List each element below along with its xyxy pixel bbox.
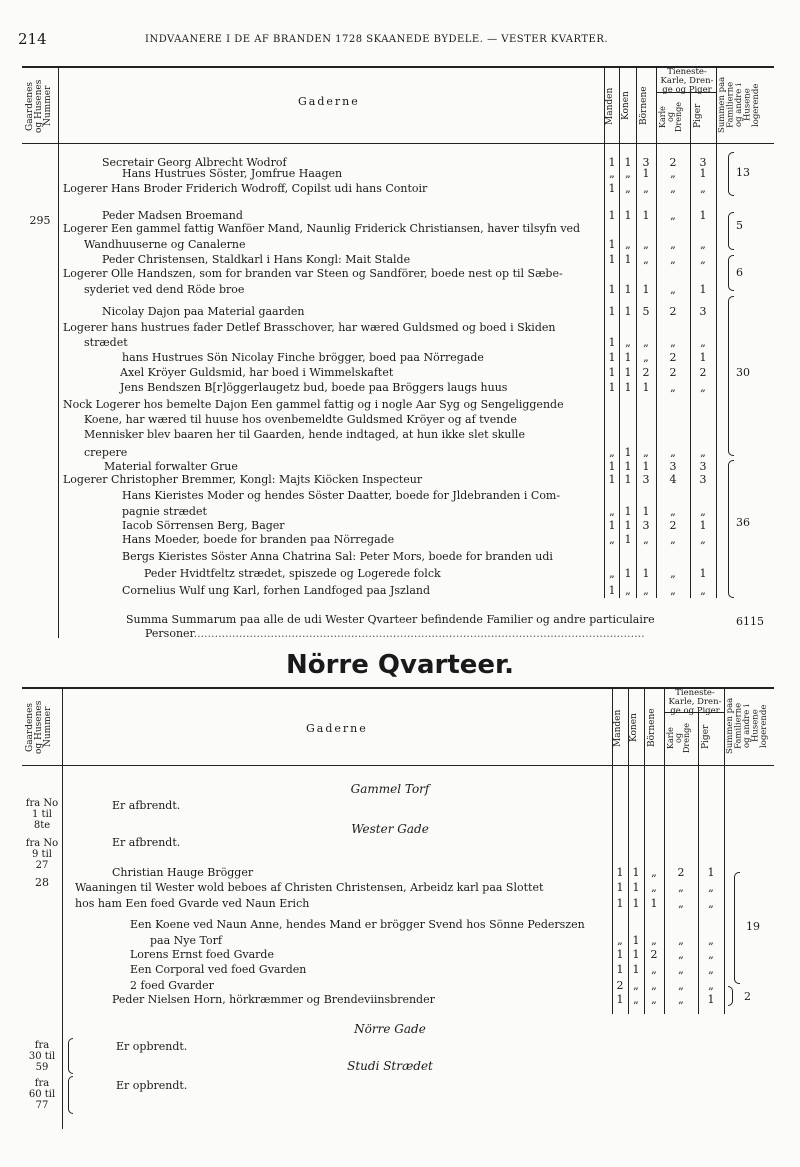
entry-text: syderiet ved dend Röde broe: [84, 283, 245, 296]
count-man: 1: [608, 182, 616, 195]
count-karle: „: [678, 979, 684, 992]
count-children: 5: [642, 305, 650, 318]
entry-text: Logerer Olle Handszen, som for branden var Steen og Sandförer, boede nest op til Sæbe-: [63, 267, 563, 280]
count-piger: 1: [707, 993, 715, 1006]
count-piger: 1: [699, 351, 707, 364]
count-man: 1: [616, 866, 624, 879]
count-man: 1: [616, 948, 624, 961]
count-wife: 1: [624, 505, 632, 518]
count-piger: „: [708, 963, 714, 976]
count-karle: 2: [669, 156, 677, 169]
count-children: „: [643, 238, 649, 251]
col-karle: Karle og Drenge: [658, 102, 683, 132]
count-man: 1: [608, 238, 616, 251]
family-total: 36: [736, 516, 750, 529]
entry-text: Peder Madsen Broemand: [102, 209, 243, 222]
street-heading: Gammel Torf: [350, 782, 430, 796]
count-children: „: [651, 866, 657, 879]
count-man: 1: [608, 156, 616, 169]
entry-text: Christian Hauge Brögger: [112, 866, 254, 879]
running-title: INDVAANERE I DE AF BRANDEN 1728 SKAANEDE BYDELE. — VESTER KVARTER.: [145, 34, 609, 45]
count-piger: 1: [699, 283, 707, 296]
count-karle: „: [670, 182, 676, 195]
count-wife: „: [625, 584, 631, 597]
count-karle: „: [678, 963, 684, 976]
entry-text: Koene, har wæred til huuse hos ovenbemeldte Guldsmed Kröyer og af tvende: [84, 413, 517, 426]
count-karle: 4: [669, 473, 677, 486]
col-house-number: Gaardenes og Husenes Nummer: [25, 79, 53, 133]
count-piger: „: [700, 584, 706, 597]
count-man: „: [609, 446, 615, 459]
count-children: 1: [642, 505, 650, 518]
family-total: 2: [744, 990, 751, 1003]
count-wife: 1: [632, 897, 640, 910]
col-man: Manden: [605, 87, 615, 125]
entry-text: Nock Logerer hos bemelte Dajon Een gammel fattig og i nogle Aar Syg og Sengeliggende: [63, 398, 564, 411]
count-karle: 2: [669, 351, 677, 364]
count-karle: „: [670, 167, 676, 180]
count-children: „: [651, 934, 657, 947]
house-range: fra 30 til 59: [28, 1040, 56, 1073]
entry-text: Material forwalter Grue: [104, 460, 238, 473]
range-note: Er afbrendt.: [112, 836, 181, 849]
count-children: „: [651, 881, 657, 894]
count-man: „: [609, 167, 615, 180]
entry-text: strædet: [84, 336, 128, 349]
family-total: 6: [736, 266, 743, 279]
count-wife: 1: [624, 366, 632, 379]
house-range: fra No 1 til 8te: [25, 798, 59, 831]
count-wife: 1: [624, 567, 632, 580]
count-piger: 1: [699, 209, 707, 222]
count-wife: 1: [632, 881, 640, 894]
count-karle: „: [670, 238, 676, 251]
col-streets: Gaderne: [298, 95, 360, 108]
entry-text: Cornelius Wulf ung Karl, forhen Landfoged paa Jszland: [122, 584, 431, 597]
count-piger: 3: [699, 156, 707, 169]
street-heading: Wester Gade: [351, 822, 429, 836]
count-karle: 3: [669, 460, 677, 473]
entry-text: Mennisker blev baaren her til Gaarden, hende indtaged, at hun ikke slet skulle: [84, 428, 525, 441]
count-children: 1: [650, 897, 658, 910]
count-karle: „: [678, 934, 684, 947]
summa-total: 6115: [736, 615, 764, 628]
count-piger: 1: [699, 167, 707, 180]
entry-text: pagnie strædet: [122, 505, 207, 518]
count-wife: „: [633, 979, 639, 992]
count-children: „: [651, 979, 657, 992]
count-karle: 2: [669, 305, 677, 318]
street-heading: Studi Strædet: [347, 1059, 433, 1073]
count-karle: „: [670, 336, 676, 349]
count-children: 1: [642, 567, 650, 580]
count-karle: „: [670, 533, 676, 546]
house-range: fra 60 til 77: [28, 1078, 56, 1111]
range-note: Er afbrendt.: [112, 799, 181, 812]
count-karle: 2: [669, 366, 677, 379]
count-wife: 1: [624, 351, 632, 364]
count-wife: 1: [624, 253, 632, 266]
count-karle: 2: [669, 519, 677, 532]
entry-text: crepere: [84, 446, 128, 459]
count-karle: „: [670, 446, 676, 459]
count-karle: „: [678, 948, 684, 961]
count-wife: „: [625, 238, 631, 251]
entry-text: Secretair Georg Albrecht Wodrof: [102, 156, 287, 169]
count-wife: 1: [624, 460, 632, 473]
family-total: 5: [736, 219, 743, 232]
entry-text: Iacob Sörrensen Berg, Bager: [122, 519, 285, 532]
count-wife: 1: [624, 209, 632, 222]
range-note: Er opbrendt.: [116, 1040, 188, 1053]
count-karle: „: [678, 897, 684, 910]
count-karle: „: [670, 209, 676, 222]
count-piger: „: [708, 881, 714, 894]
count-man: 1: [608, 336, 616, 349]
col-wife: Konen: [621, 91, 631, 121]
col-children: Börnene: [639, 86, 649, 126]
entry-text: Lorens Ernst foed Gvarde: [130, 948, 274, 961]
count-karle: „: [670, 381, 676, 394]
entry-text: Een Koene ved Naun Anne, hendes Mand er brögger Svend hos Sönne Pederszen: [130, 918, 585, 931]
entry-text: hans Hustrues Sön Nicolay Finche brögger, boed paa Nörregade: [122, 351, 484, 364]
entry-text: Axel Kröyer Guldsmid, har boed i Wimmelskaftet: [120, 366, 394, 379]
count-wife: 1: [632, 934, 640, 947]
count-man: 1: [608, 366, 616, 379]
house-number: 295: [29, 214, 51, 227]
count-piger: „: [700, 381, 706, 394]
count-children: „: [643, 533, 649, 546]
count-children: 2: [650, 948, 658, 961]
count-man: 1: [616, 897, 624, 910]
count-man: „: [609, 533, 615, 546]
count-karle: „: [670, 567, 676, 580]
count-piger: 3: [699, 473, 707, 486]
count-man: 1: [608, 351, 616, 364]
count-children: 3: [642, 519, 650, 532]
count-wife: 1: [632, 866, 640, 879]
col-streets: Gaderne: [306, 722, 368, 735]
count-karle: „: [678, 993, 684, 1006]
count-children: „: [643, 253, 649, 266]
col-piger: Piger: [693, 103, 703, 129]
summa-line-1: Summa Summarum paa alle de udi Wester Qvarteer befindende Familier og andre particulaire: [126, 613, 655, 626]
entry-text: Waaningen til Wester wold beboes af Christen Christensen, Arbeidz karl paa Slottet: [75, 881, 544, 894]
entry-text: Jens Bendszen B[r]öggerlaugetz bud, boede paa Bröggers laugs huus: [120, 381, 508, 394]
entry-text: paa Nye Torf: [150, 934, 222, 947]
house-number: 28: [35, 876, 49, 889]
count-children: 1: [642, 209, 650, 222]
count-piger: „: [700, 336, 706, 349]
count-piger: „: [700, 253, 706, 266]
count-children: 1: [642, 283, 650, 296]
entry-text: Nicolay Dajon paa Material gaarden: [102, 305, 305, 318]
count-piger: 2: [699, 366, 707, 379]
count-wife: 1: [624, 156, 632, 169]
count-karle: „: [678, 881, 684, 894]
count-karle: „: [670, 253, 676, 266]
count-wife: 1: [624, 446, 632, 459]
count-children: „: [651, 993, 657, 1006]
family-total: 19: [746, 920, 760, 933]
family-total: 30: [736, 366, 750, 379]
count-piger: 1: [699, 567, 707, 580]
count-man: 1: [608, 519, 616, 532]
count-children: „: [643, 446, 649, 459]
count-man: 1: [608, 209, 616, 222]
count-piger: „: [708, 979, 714, 992]
count-children: 2: [642, 366, 650, 379]
count-man: 1: [608, 584, 616, 597]
count-man: 1: [608, 283, 616, 296]
count-wife: „: [633, 993, 639, 1006]
count-children: „: [643, 182, 649, 195]
entry-text: hos ham Een foed Gvarde ved Naun Erich: [75, 897, 310, 910]
house-range: fra No 9 til 27: [25, 838, 59, 871]
count-children: „: [651, 963, 657, 976]
col-servants: Tieneste- Karle, Dren- ge og Piger: [660, 67, 714, 95]
col-karle: Karle og Drenge: [666, 723, 691, 753]
count-children: „: [643, 336, 649, 349]
col-wife: Konen: [629, 713, 639, 743]
col-summen: Summen paa Familierne og andre i Husene logerende: [717, 76, 761, 134]
count-karle: „: [670, 283, 676, 296]
count-man: 1: [616, 881, 624, 894]
range-note: Er opbrendt.: [116, 1079, 188, 1092]
entry-text: Peder Nielsen Horn, hörkræmmer og Brendeviinsbrender: [112, 993, 435, 1006]
count-piger: „: [700, 446, 706, 459]
entry-text: Hans Hustrues Söster, Jomfrue Haagen: [122, 167, 343, 180]
count-piger: „: [708, 948, 714, 961]
entry-text: Bergs Kieristes Söster Anna Chatrina Sal: Peter Mors, boede for branden udi: [122, 550, 553, 563]
count-children: 1: [642, 460, 650, 473]
count-man: „: [617, 934, 623, 947]
count-karle: „: [670, 505, 676, 518]
family-total: 13: [736, 166, 750, 179]
entry-text: Een Corporal ved foed Gvarden: [130, 963, 307, 976]
count-piger: „: [700, 505, 706, 518]
count-wife: „: [625, 167, 631, 180]
count-wife: 1: [624, 305, 632, 318]
count-children: 3: [642, 156, 650, 169]
count-man: 1: [608, 460, 616, 473]
entry-text: Wandhuuserne og Canalerne: [84, 238, 246, 251]
section-title: Nörre Qvarteer.: [285, 650, 515, 680]
count-man: 1: [616, 993, 624, 1006]
col-man: Manden: [613, 709, 623, 747]
count-wife: 1: [624, 381, 632, 394]
count-children: 1: [642, 167, 650, 180]
count-man: „: [609, 505, 615, 518]
count-piger: 3: [699, 460, 707, 473]
count-man: 1: [616, 963, 624, 976]
entry-text: Logerer Christopher Bremmer, Kongl: Majts Kiöcken Inspecteur: [63, 473, 423, 486]
count-man: „: [609, 567, 615, 580]
count-piger: „: [708, 897, 714, 910]
col-servants: Tieneste- Karle, Dren- ge og Piger: [668, 688, 722, 716]
count-karle: 2: [677, 866, 685, 879]
count-children: „: [643, 584, 649, 597]
count-piger: 1: [707, 866, 715, 879]
entry-text: Peder Hvidtfeltz strædet, spiszede og Logerede folck: [144, 567, 441, 580]
count-piger: „: [700, 533, 706, 546]
count-wife: 1: [624, 473, 632, 486]
street-heading: Nörre Gade: [354, 1022, 426, 1036]
summa-line-2: Personer: [145, 627, 194, 640]
entry-text: Logerer Hans Broder Friderich Wodroff, Copilst udi hans Contoir: [63, 182, 428, 195]
count-piger: „: [700, 182, 706, 195]
entry-text: Logerer hans hustrues fader Detlef Brasschover, har wæred Guldsmed og boed i Skiden: [63, 321, 556, 334]
count-karle: „: [670, 584, 676, 597]
count-children: „: [643, 351, 649, 364]
count-man: 1: [608, 253, 616, 266]
count-wife: 1: [624, 283, 632, 296]
count-children: 3: [642, 473, 650, 486]
entry-text: Hans Kieristes Moder og hendes Söster Daatter, boede for Jldebranden i Com-: [122, 489, 561, 502]
count-wife: 1: [632, 963, 640, 976]
count-wife: 1: [632, 948, 640, 961]
count-wife: „: [625, 336, 631, 349]
count-man: 1: [608, 381, 616, 394]
count-man: 1: [608, 473, 616, 486]
count-wife: 1: [624, 519, 632, 532]
entry-text: Hans Moeder, boede for branden paa Nörregade: [122, 533, 395, 546]
count-piger: 1: [699, 519, 707, 532]
col-house-number: Gaardenes og Husenes Nummer: [25, 700, 53, 754]
col-children: Börnene: [647, 708, 657, 748]
count-wife: 1: [624, 533, 632, 546]
entry-text: Peder Christensen, Staldkarl i Hans Kongl: Mait Stalde: [102, 253, 411, 266]
count-children: 1: [642, 381, 650, 394]
count-piger: 3: [699, 305, 707, 318]
count-man: 2: [616, 979, 624, 992]
page-number: 214: [18, 30, 47, 48]
count-man: 1: [608, 305, 616, 318]
entry-text: Logerer Een gammel fattig Wanföer Mand, Naunlig Friderick Christiansen, haver tilsyfn ved: [63, 222, 581, 235]
col-piger: Piger: [701, 724, 711, 750]
count-wife: „: [625, 182, 631, 195]
count-piger: „: [700, 238, 706, 251]
col-summen: Summen paa Familierne og andre i Husene logerende: [725, 697, 769, 755]
entry-text: 2 foed Gvarder: [130, 979, 214, 992]
count-piger: „: [708, 934, 714, 947]
